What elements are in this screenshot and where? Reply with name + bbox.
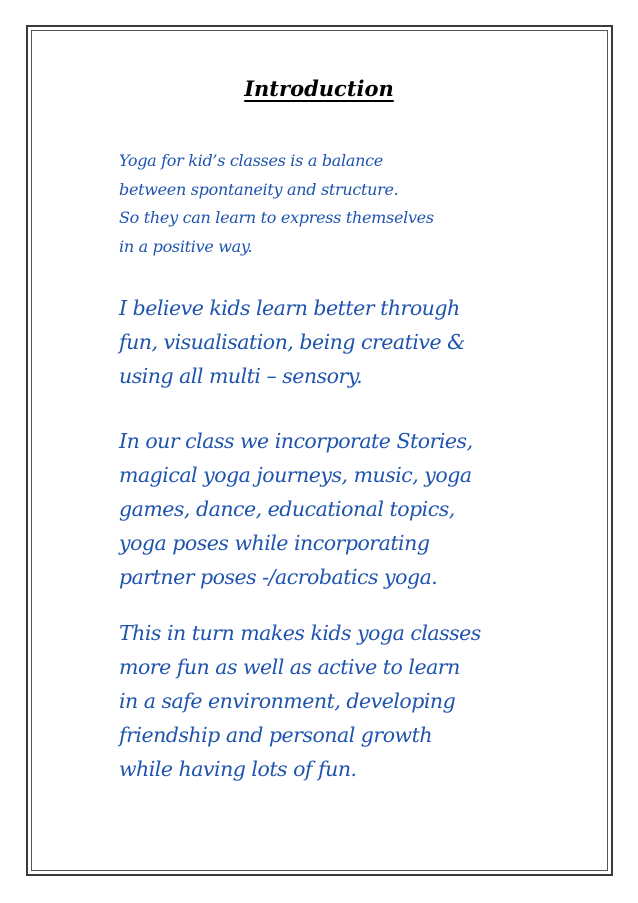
intro-paragraph <box>119 147 589 261</box>
page-title <box>0 76 638 101</box>
paragraph-line: friendship and personal growth <box>119 723 433 747</box>
paragraph-line: using all multi – sensory. <box>119 364 363 388</box>
paragraph-benefits <box>119 616 589 786</box>
paragraph-line: partner poses -/acrobatics yoga. <box>119 565 438 589</box>
intro-line: So they can learn to express themselves <box>119 208 434 227</box>
intro-line: Yoga for kid’s classes is a balance <box>119 151 383 170</box>
paragraph-line: This in turn makes kids yoga classes <box>119 621 481 645</box>
paragraph-line: I believe kids learn better through <box>119 296 460 320</box>
paragraph-line: in a safe environment, developing <box>119 689 456 713</box>
paragraph-line: magical yoga journeys, music, yoga <box>119 463 472 487</box>
intro-line: in a positive way. <box>119 236 253 256</box>
paragraph-line: games, dance, educational topics, <box>119 497 455 521</box>
intro-line: between spontaneity and structure. <box>119 179 399 199</box>
paragraph-class-activities <box>119 424 589 594</box>
paragraph-line: yoga poses while incorporating <box>119 531 430 555</box>
paragraph-line: while having lots of fun. <box>119 757 357 781</box>
paragraph-line: fun, visualisation, being creative & <box>119 330 465 354</box>
title-text: Introduction <box>244 76 394 101</box>
paragraph-line: In our class we incorporate Stories, <box>119 429 473 453</box>
paragraph-line: more fun as well as active to learn <box>119 655 460 679</box>
paragraph-learning <box>119 291 589 393</box>
